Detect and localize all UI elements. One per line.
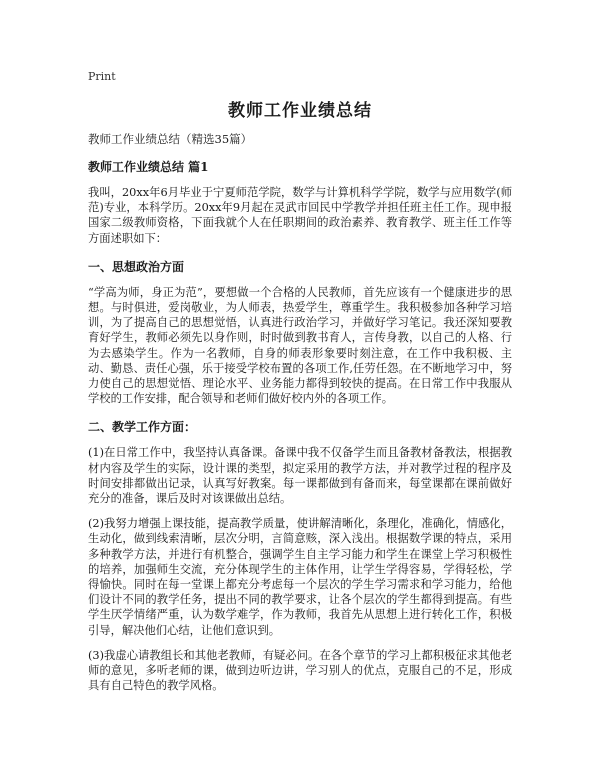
intro-paragraph: 我叫，20xx年6月毕业于宁夏师范学院，数学与计算机科学学院，数学与应用数学(师范)专业，本科学历。20xx年9月起在灵武市回民中学教学并担任班主任工作。现申报国家二级教师资格，下面我就个人在任职期间的政治素养、教育教学、班主任工作等方面述职如下： <box>88 186 512 245</box>
document-subtitle: 教师工作业绩总结（精选35篇） <box>88 132 253 146</box>
teaching-paragraph-2: (2)我努力增强上课技能，提高教学质量，使讲解清晰化，条理化，准确化，情感化，生动化，做到线索清晰，层次分明，言简意赅，深入浅出。根据数学课的特点，采用多种教学方法，并进行有机整合，强调学生自主学习能力和学生在课堂上学习积极性的培养，加强师生交流，充分体现学生的主体作用，让学生学得容易，学得轻松，学得愉快。同时在每一堂课上都充分考虑每一个层次的学生学习需求和学习能力，给他们设计不同的教学任务，提出不同的教学要求，让各个层次的学生都得到提高。有些学生厌学情绪严重，认为数学难学，作为教师，我首先从思想上进行转化工作，积极引导，解决他们心结，让他们意识到。 <box>88 517 512 637</box>
article-heading: 教师工作业绩总结 篇1 <box>88 160 209 174</box>
section-heading-politics: 一、思想政治方面 <box>88 259 185 274</box>
teaching-paragraph-3: (3)我虚心请教组长和其他老教师，有疑必问。在各个章节的学习上都积极征求其他老师的意见，多听老师的课，做到边听边讲，学习别人的优点，克服自己的不足，形成具有自己特色的教学风格。 <box>88 648 512 693</box>
section-heading-teaching: 二、教学工作方面： <box>88 420 197 435</box>
politics-paragraph: “学高为师，身正为范”，要想做一个合格的人民教师，首先应该有一个健康进步的思想。与时俱进，爱岗敬业，为人师表，热爱学生，尊重学生。我积极参加各种学习培训，为了提高自己的思想觉悟，认真进行政治学习，并做好学习笔记。我还深知要教育好学生，教师必须先以身作则，时时做到教书育人，言传身教，以自己的人格、行为去感染学生。作为一名教师，自身的师表形象要时刻注意，在工作中我积极、主动、勤恳、责任心强，乐于接受学校布置的各项工作,任劳任怨。在不断地学习中，努力使自己的思想觉悟、理论水平、业务能力都得到较快的提高。在日常工作中我服从学校的工作安排，配合领导和老师们做好校内外的各项工作。 <box>88 285 512 406</box>
print-label[interactable]: Print <box>88 70 116 83</box>
document-body <box>88 158 512 703</box>
teaching-paragraph-1: (1)在日常工作中，我坚持认真备课。备课中我不仅备学生而且备教材备教法，根据教材内容及学生的实际，设计课的类型，拟定采用的教学方法，并对教学过程的程序及时间安排都做出记录，认真写好教案。每一课都做到有备而来，每堂课都在课前做好充分的准备，课后及时对该课做出总结。 <box>88 446 512 506</box>
page-title: 教师工作业绩总结 <box>228 101 372 121</box>
